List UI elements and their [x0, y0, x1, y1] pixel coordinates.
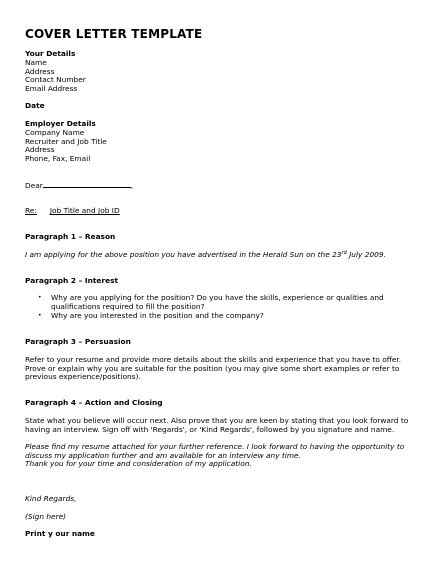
- your-details-heading: Your Details: [25, 49, 76, 58]
- document-title: COVER LETTER TEMPLATE: [25, 27, 203, 41]
- employer-details-line: Address: [25, 145, 55, 154]
- subject-text: Job Title and Job ID: [49, 206, 120, 215]
- your-details-line: Address: [25, 67, 55, 76]
- salutation-blank: [43, 180, 134, 190]
- employer-details-line: Recruiter and Job Title: [25, 137, 107, 146]
- bullet-text: Why are you applying for the position? Do you have the skills, experience or qualities and: [51, 293, 384, 302]
- bullet-dot: •: [38, 312, 42, 319]
- paragraph-4-line: State what you believe will occur next. Also prove that you are keen by stating that you look forward to: [25, 416, 409, 425]
- closing-regards: Kind Regards,: [25, 494, 77, 503]
- paragraph-4-line: having an interview. Sign off with 'Regards', or 'Kind Regards', followed by you signature and name.: [25, 425, 395, 434]
- subject-line: [25, 206, 120, 215]
- paragraph-3-heading: Paragraph 3 – Persuasion: [25, 337, 131, 346]
- date-label: Date: [25, 101, 45, 110]
- employer-details-heading: Employer Details: [25, 119, 96, 128]
- paragraph-2-heading: Paragraph 2 – Interest: [25, 276, 119, 285]
- your-details-line: Email Address: [25, 84, 78, 93]
- subject-label: Re:: [25, 206, 37, 215]
- bullet-dot: •: [38, 294, 42, 301]
- print-name-label: Print y our name: [25, 529, 95, 538]
- salutation-line: [25, 180, 133, 190]
- your-details-line: Name: [25, 58, 47, 67]
- bullet-text: qualifications required to fill the position?: [51, 302, 205, 311]
- paragraph-1-text: I am applying for the above position you have advertised in the Herald Sun on the 23rd July 2009.: [25, 250, 386, 259]
- salutation-suffix: ,: [130, 181, 134, 190]
- paragraph-1-heading: Paragraph 1 – Reason: [25, 232, 116, 241]
- your-details-line: Contact Number: [25, 75, 86, 84]
- paragraph-4-italic-line: Please find my resume attached for your further reference. I look forward to having the opportunity to: [25, 442, 405, 451]
- salutation-label: Dear: [25, 181, 43, 190]
- paragraph-3-line: previous experience/positions).: [25, 372, 141, 381]
- bullet-text: Why are you interested in the position and the company?: [51, 311, 264, 320]
- signature-placeholder: (Sign here): [25, 512, 67, 521]
- paragraph-4-italic-line: discuss my application further and am available for an interview any time.: [25, 451, 301, 460]
- paragraph-4-heading: Paragraph 4 – Action and Closing: [25, 398, 163, 407]
- employer-details-line: Company Name: [25, 128, 85, 137]
- paragraph-3-line: Prove or explain why you are suitable for the position (you may give some short examples or refer to: [25, 364, 400, 373]
- paragraph-4-italic-line: Thank you for your time and consideration of my application.: [25, 459, 252, 468]
- paragraph-3-line: Refer to your resume and provide more details about the skills and experience that you have to offer.: [25, 355, 402, 364]
- employer-details-line: Phone, Fax, Email: [25, 154, 91, 163]
